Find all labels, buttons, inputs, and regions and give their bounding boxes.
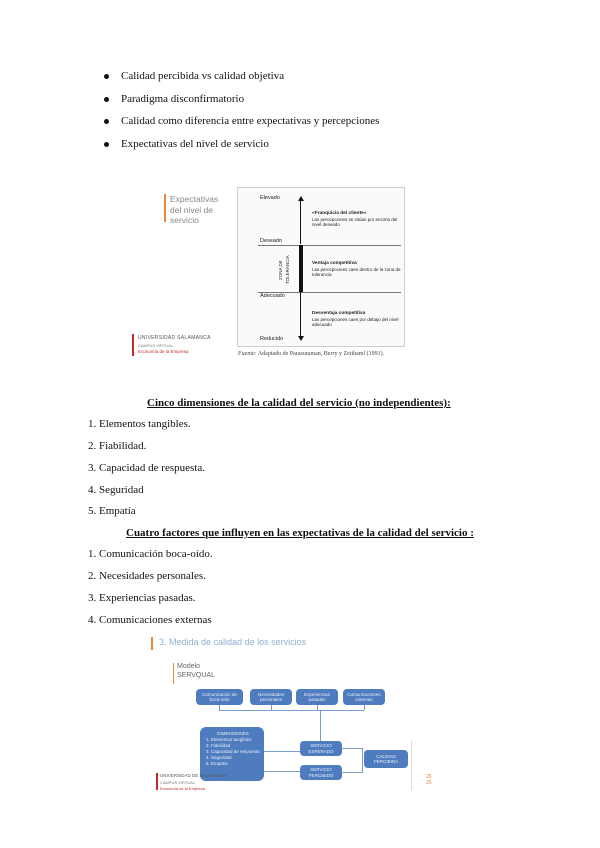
bullet-item: Calidad como diferencia entre expectativas y percepciones (104, 115, 524, 138)
dimensions-box: DIMENSIONES 1. Elementos tangibles 2. Fiabilidad 3. Capacidad de respuesta 4. Seguridad 5. Empatía (200, 727, 264, 781)
divider-deseado (258, 245, 401, 246)
list-item: 4. Comunicaciones externas (88, 614, 212, 626)
franquicia-text: «Franquicia del cliente» Las percepciones se sitúan por encima del nivel deseado (312, 211, 398, 227)
connector-line (271, 705, 272, 710)
list-item: 5. Empatía (88, 505, 136, 517)
arrow-up-icon (298, 196, 304, 201)
connector-line (342, 748, 362, 749)
university-logo-icon (132, 334, 134, 356)
perceived-quality-box: CALIDAD PERCIBIDA (364, 750, 408, 768)
campus-label: CAMPUS VIRTUAL (160, 780, 196, 785)
list-item: 1. Elementos tangibles. (88, 418, 191, 430)
model-label: Modelo SERVQUAL (177, 663, 215, 679)
connector-line (219, 705, 220, 710)
university-logo-icon (156, 773, 158, 790)
factor-box: Experiencias pasadas (296, 689, 338, 705)
slide-divider (411, 740, 412, 790)
slide-title: Expectativas del nivel de servicio (170, 194, 219, 225)
connector-line (317, 705, 318, 710)
level-elevado: Elevado (260, 195, 280, 201)
connector-line (362, 748, 363, 773)
level-deseado: Deseado (260, 238, 283, 244)
bullet-dot-icon (104, 97, 109, 102)
course-label: Economía de la Empresa (160, 786, 205, 791)
bullet-item: Calidad percibida vs calidad objetiva (104, 70, 524, 93)
tolerance-zone-bar (299, 245, 303, 292)
university-name: UNIVERSIDAD DE SALAMANCA (160, 773, 228, 778)
connector-line (364, 705, 365, 710)
arrow-down-line (300, 292, 301, 336)
campus-label: CAMPUS VIRTUAL (138, 343, 174, 348)
zone-label: ZONA DE (278, 260, 283, 280)
bullet-dot-icon (104, 74, 109, 79)
factors-heading: Cuatro factores que influyen en las expectativas de la calidad del servicio : (126, 527, 474, 539)
page-number: 26 26 (426, 774, 432, 786)
list-item: 2. Fiabilidad. (88, 440, 147, 452)
factor-box: Necesidades personales (250, 689, 292, 705)
slide-title: 3. Medida de calidad de los servicios (159, 637, 307, 647)
list-item: 1. Comunicación boca-oído. (88, 548, 213, 560)
bullet-item: Paradigma disconfirmatorio (104, 93, 524, 116)
ventaja-text: Ventaja competitiva Las percepciones caen dentro de la zona de tolerancia (312, 261, 401, 277)
arrow-down-icon (298, 336, 304, 341)
connector-line (264, 771, 300, 772)
factor-box: Comunicaciones externas (343, 689, 385, 705)
connector-line (342, 772, 362, 773)
arrow-up-line (300, 200, 301, 244)
accent-bar (164, 194, 166, 222)
list-item: 2. Necesidades personales. (88, 570, 206, 582)
course-label: Economía de la Empresa (138, 349, 189, 354)
university-name: UNIVERSIDAD SALAMANCA (138, 335, 211, 341)
level-adecuado: Adecuado (260, 293, 285, 299)
tolerance-zone-diagram (237, 187, 405, 347)
list-item: 4. Seguridad (88, 484, 144, 496)
bullet-dot-icon (104, 119, 109, 124)
dimensions-heading: Cinco dimensiones de la calidad del servicio (no independientes): (147, 397, 451, 409)
figure-caption: Fuente: Adaptado de Parasuraman, Berry y Zeithaml (1991). (238, 351, 385, 357)
bullet-list (104, 70, 524, 160)
connector-line (320, 711, 321, 741)
bullet-item: Expectativas del nivel de servicio (104, 138, 524, 161)
bullet-dot-icon (104, 142, 109, 147)
connector-line (219, 710, 364, 711)
perceived-service-box: SERVICIO PERCIBIDO (300, 765, 342, 780)
level-reducido: Reducido (260, 336, 284, 342)
desventaja-text: Desventaja competitiva Las percepciones caen por debajo del nivel adecuado (312, 311, 399, 327)
list-item: 3. Experiencias pasadas. (88, 592, 196, 604)
connector-line (264, 751, 300, 752)
list-item: 3. Capacidad de respuesta. (88, 462, 205, 474)
figure-expectations-slide (130, 188, 240, 363)
accent-bar (151, 637, 153, 650)
accent-bar (173, 663, 174, 684)
zone-label-2: TOLERANCIA (285, 255, 290, 284)
expected-service-box: SERVICIO ESPERADO (300, 741, 342, 756)
factor-box: Comunicación de boca-oído (196, 689, 243, 705)
divider-adecuado (258, 292, 401, 293)
